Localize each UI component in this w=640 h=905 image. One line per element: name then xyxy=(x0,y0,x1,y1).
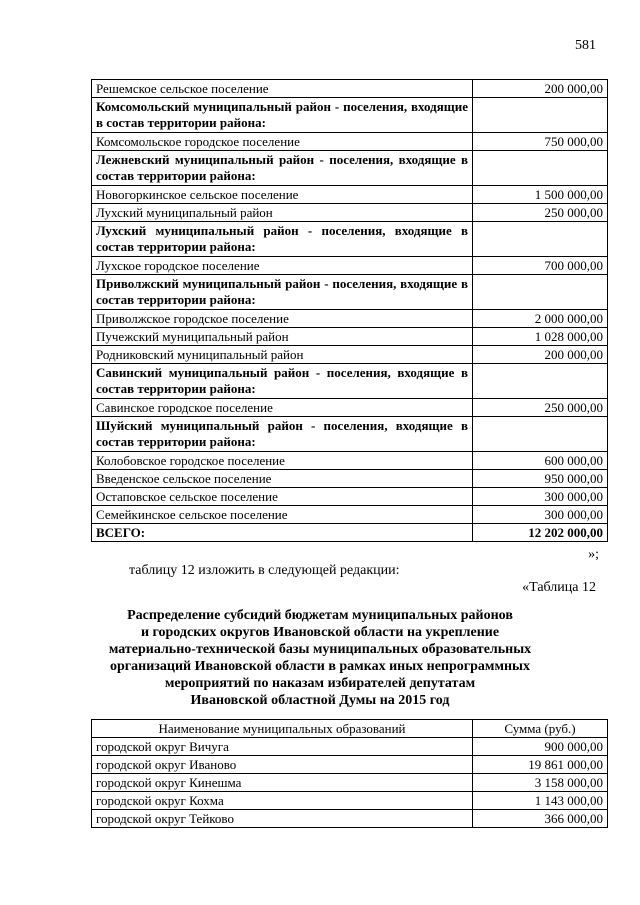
row-name: Савинское городское поселение xyxy=(92,399,473,417)
row-amount: 300 000,00 xyxy=(473,488,608,506)
table-row xyxy=(92,774,608,792)
table-12-body xyxy=(92,738,608,828)
table-row xyxy=(92,328,608,346)
table-header-row xyxy=(92,720,608,738)
table-row xyxy=(92,133,608,151)
row-amount: 19 861 000,00 xyxy=(473,756,608,774)
row-amount xyxy=(473,98,608,133)
table-12 xyxy=(91,719,608,828)
table-row xyxy=(92,204,608,222)
column-header-amount: Сумма (руб.) xyxy=(473,720,608,738)
table-row xyxy=(92,810,608,828)
row-amount xyxy=(473,364,608,399)
row-name: Новогоркинское сельское поселение xyxy=(92,186,473,204)
row-amount: 1 143 000,00 xyxy=(473,792,608,810)
row-name: Приволжское городское поселение xyxy=(92,310,473,328)
row-name: Шуйский муниципальный район - поселения, входящие в состав территории района: xyxy=(92,417,473,452)
row-amount: 700 000,00 xyxy=(473,257,608,275)
row-name: городской округ Кинешма xyxy=(92,774,473,792)
row-name: Введенское сельское поселение xyxy=(92,470,473,488)
group-header-row xyxy=(92,222,608,257)
row-name: Комсомольское городское поселение xyxy=(92,133,473,151)
group-header-row xyxy=(92,275,608,310)
row-amount: 2 000 000,00 xyxy=(473,310,608,328)
table-label: «Таблица 12 xyxy=(522,580,596,595)
row-name: Савинский муниципальный район - поселения, входящие в состав территории района: xyxy=(92,364,473,399)
row-name: Приволжский муниципальный район - поселения, входящие в состав территории района: xyxy=(92,275,473,310)
table-row xyxy=(92,738,608,756)
row-amount: 300 000,00 xyxy=(473,506,608,524)
row-name: Остаповское сельское поселение xyxy=(92,488,473,506)
row-name: Родниковский муниципальный район xyxy=(92,346,473,364)
table-title xyxy=(70,607,570,709)
row-amount: 750 000,00 xyxy=(473,133,608,151)
row-name: Лухское городское поселение xyxy=(92,257,473,275)
title-line: мероприятий по наказам избирателей депутатам xyxy=(164,676,476,691)
row-name: Семейкинское сельское поселение xyxy=(92,506,473,524)
title-line: материально-технической базы муниципальных образовательных xyxy=(108,642,532,657)
row-name: ВСЕГО: xyxy=(92,524,473,542)
group-header-row xyxy=(92,417,608,452)
row-amount: 200 000,00 xyxy=(473,80,608,98)
group-header-row xyxy=(92,98,608,133)
row-name: Лежневский муниципальный район - поселения, входящие в состав территории района: xyxy=(92,151,473,186)
closing-quote: »; xyxy=(588,547,599,562)
instruction-text: таблицу 12 изложить в следующей редакции: xyxy=(129,563,400,578)
row-name: Пучежский муниципальный район xyxy=(92,328,473,346)
row-amount xyxy=(473,275,608,310)
table-row xyxy=(92,756,608,774)
row-name: Лухский муниципальный район - поселения, входящие в состав территории района: xyxy=(92,222,473,257)
row-amount: 200 000,00 xyxy=(473,346,608,364)
table-row xyxy=(92,452,608,470)
row-name: Колобовское городское поселение xyxy=(92,452,473,470)
title-line: и городских округов Ивановской области на укрепление xyxy=(140,625,500,640)
page-number: 581 xyxy=(575,38,596,53)
subsidy-table-continued xyxy=(91,79,608,542)
row-amount: 366 000,00 xyxy=(473,810,608,828)
row-amount xyxy=(473,222,608,257)
column-header-name: Наименование муниципальных образований xyxy=(92,720,473,738)
row-amount: 950 000,00 xyxy=(473,470,608,488)
table-row xyxy=(92,80,608,98)
row-name: городской округ Иваново xyxy=(92,756,473,774)
row-name: городской округ Вичуга xyxy=(92,738,473,756)
total-row xyxy=(92,524,608,542)
row-amount: 1 500 000,00 xyxy=(473,186,608,204)
row-amount: 3 158 000,00 xyxy=(473,774,608,792)
title-line: Распределение субсидий бюджетам муниципальных районов xyxy=(127,608,513,623)
title-line: Ивановской областной Думы на 2015 год xyxy=(190,693,450,708)
row-amount: 12 202 000,00 xyxy=(473,524,608,542)
row-name: городской округ Кохма xyxy=(92,792,473,810)
group-header-row xyxy=(92,151,608,186)
table-row xyxy=(92,346,608,364)
row-amount: 1 028 000,00 xyxy=(473,328,608,346)
table-row xyxy=(92,488,608,506)
subsidy-table-body xyxy=(92,80,608,542)
table-row xyxy=(92,186,608,204)
row-name: Решемское сельское поселение xyxy=(92,80,473,98)
row-name: Комсомольский муниципальный район - поселения, входящие в состав территории района: xyxy=(92,98,473,133)
table-row xyxy=(92,399,608,417)
row-name: городской округ Тейково xyxy=(92,810,473,828)
row-amount: 900 000,00 xyxy=(473,738,608,756)
group-header-row xyxy=(92,364,608,399)
table-row xyxy=(92,310,608,328)
row-amount: 250 000,00 xyxy=(473,204,608,222)
table-row xyxy=(92,470,608,488)
row-amount xyxy=(473,417,608,452)
row-name: Лухский муниципальный район xyxy=(92,204,473,222)
row-amount xyxy=(473,151,608,186)
table-row xyxy=(92,792,608,810)
table-row xyxy=(92,506,608,524)
table-row xyxy=(92,257,608,275)
row-amount: 250 000,00 xyxy=(473,399,608,417)
title-line: организаций Ивановской области в рамках иных непрограммных xyxy=(110,659,530,674)
row-amount: 600 000,00 xyxy=(473,452,608,470)
